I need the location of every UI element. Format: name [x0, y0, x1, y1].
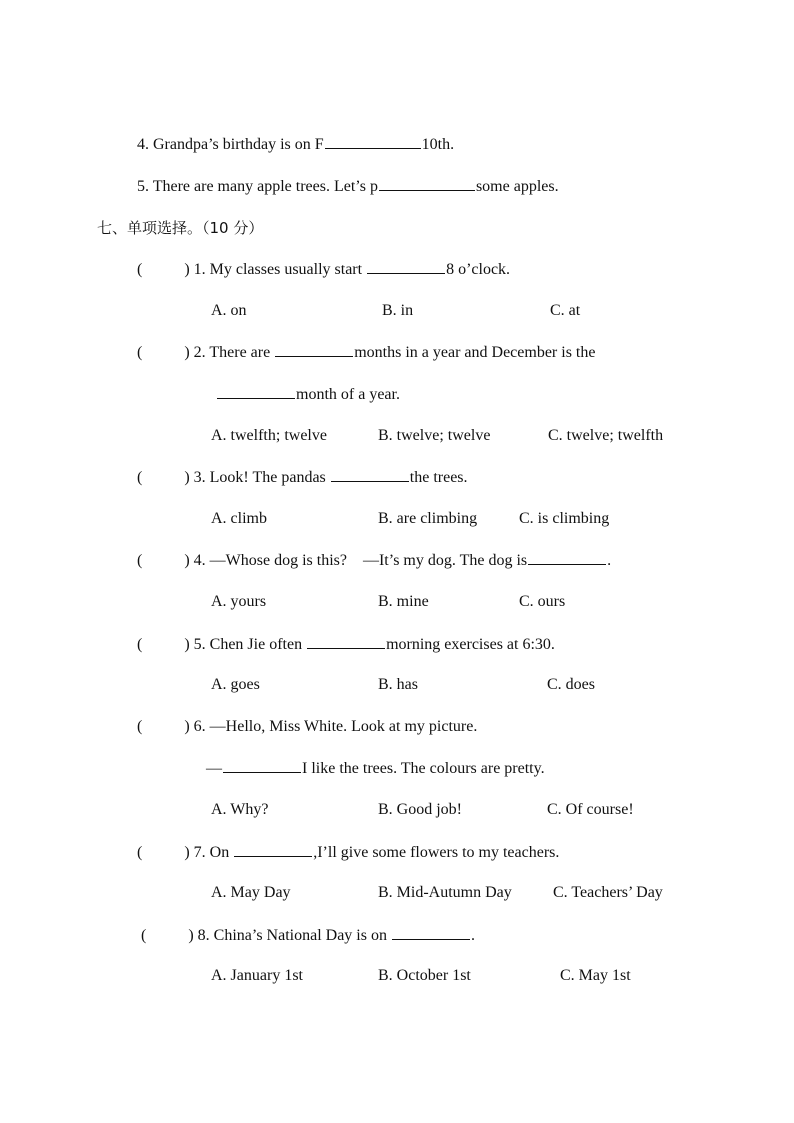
option-a: A. twelfth; twelve — [211, 427, 327, 444]
option-c: C. is climbing — [519, 510, 610, 527]
answer-blank[interactable] — [325, 134, 421, 149]
question-text: . — [607, 552, 612, 569]
answer-paren[interactable]: ( ) — [137, 636, 190, 653]
fill-item-5 — [137, 176, 559, 197]
question-text: There are — [209, 344, 275, 361]
question-2-continued — [216, 384, 400, 405]
question-text: On — [209, 844, 234, 861]
question-number: 4. — [193, 552, 206, 569]
answer-paren[interactable]: ( ) — [137, 344, 190, 361]
answer-blank — [367, 259, 445, 274]
question-1 — [137, 259, 510, 280]
fill-text: some apples. — [475, 178, 559, 195]
question-5 — [137, 634, 555, 655]
answer-paren[interactable]: ( ) — [137, 718, 190, 735]
question-2 — [137, 342, 595, 363]
option-c: C. twelve; twelfth — [548, 427, 664, 444]
question-text: . — [470, 927, 475, 944]
answer-blank — [307, 634, 385, 649]
answer-blank — [392, 925, 470, 940]
answer-blank — [528, 550, 606, 565]
option-c: C. May 1st — [560, 967, 631, 984]
answer-blank — [234, 842, 312, 857]
option-a: A. yours — [211, 593, 267, 610]
option-c: C. does — [547, 676, 595, 693]
answer-paren[interactable]: ( ) — [137, 552, 190, 569]
fill-text: 5. There are many apple trees. Let’s p — [137, 178, 378, 195]
option-a: A. January 1st — [211, 967, 303, 984]
question-text: My classes usually start — [209, 261, 367, 278]
question-6-continued — [206, 758, 545, 779]
question-text: months in a year and December is the — [354, 344, 596, 361]
fill-text: 10th. — [421, 136, 455, 153]
answer-blank — [217, 384, 295, 399]
question-text: —Hello, Miss White. Look at my picture. — [209, 718, 478, 735]
answer-paren[interactable]: ( ) — [141, 927, 194, 944]
option-c: C. Teachers’ Day — [553, 884, 663, 901]
option-b: B. are climbing — [378, 510, 478, 527]
answer-blank — [331, 467, 409, 482]
fill-item-4 — [137, 134, 454, 155]
question-number: 5. — [193, 636, 206, 653]
option-b: B. Mid-Autumn Day — [378, 884, 512, 901]
option-a: A. goes — [211, 676, 260, 693]
option-c: C. Of course! — [547, 801, 634, 818]
question-text: —Whose dog is this? —It’s my dog. The dog is — [209, 552, 528, 569]
question-8 — [141, 925, 475, 946]
answer-paren[interactable]: ( ) — [137, 844, 190, 861]
option-b: B. has — [378, 676, 418, 693]
question-number: 8. — [197, 927, 210, 944]
question-number: 2. — [193, 344, 206, 361]
question-text: month of a year. — [296, 386, 400, 403]
question-number: 6. — [193, 718, 206, 735]
answer-paren[interactable]: ( ) — [137, 261, 190, 278]
option-a: A. Why? — [211, 801, 269, 818]
question-text: China’s National Day is on — [213, 927, 391, 944]
option-b: B. October 1st — [378, 967, 471, 984]
question-number: 1. — [193, 261, 206, 278]
question-3 — [137, 467, 468, 488]
fill-text: 4. Grandpa’s birthday is on F — [137, 136, 324, 153]
answer-blank — [223, 758, 301, 773]
question-text: the trees. — [409, 469, 468, 486]
question-6 — [137, 717, 477, 737]
question-text: morning exercises at 6:30. — [386, 636, 555, 653]
question-number: 3. — [193, 469, 206, 486]
answer-blank[interactable] — [379, 176, 475, 191]
question-text: I like the trees. The colours are pretty. — [302, 760, 545, 777]
option-c: C. at — [550, 302, 581, 319]
answer-paren[interactable]: ( ) — [137, 469, 190, 486]
question-text: 8 o’clock. — [446, 261, 511, 278]
option-c: C. ours — [519, 593, 566, 610]
question-number: 7. — [193, 844, 206, 861]
answer-blank — [275, 342, 353, 357]
option-b: B. mine — [378, 593, 429, 610]
option-b: B. in — [382, 302, 414, 319]
dash: — — [206, 760, 222, 777]
option-a: A. climb — [211, 510, 267, 527]
question-text: Chen Jie often — [209, 636, 307, 653]
section-title: 七、单项选择。（10 分） — [97, 219, 264, 237]
option-b: B. twelve; twelve — [378, 427, 491, 444]
option-a: A. on — [211, 302, 247, 319]
option-b: B. Good job! — [378, 801, 462, 818]
question-7 — [137, 842, 559, 863]
question-text: ,I’ll give some flowers to my teachers. — [313, 844, 560, 861]
question-4 — [137, 550, 611, 571]
question-text: Look! The pandas — [209, 469, 330, 486]
option-a: A. May Day — [211, 884, 291, 901]
